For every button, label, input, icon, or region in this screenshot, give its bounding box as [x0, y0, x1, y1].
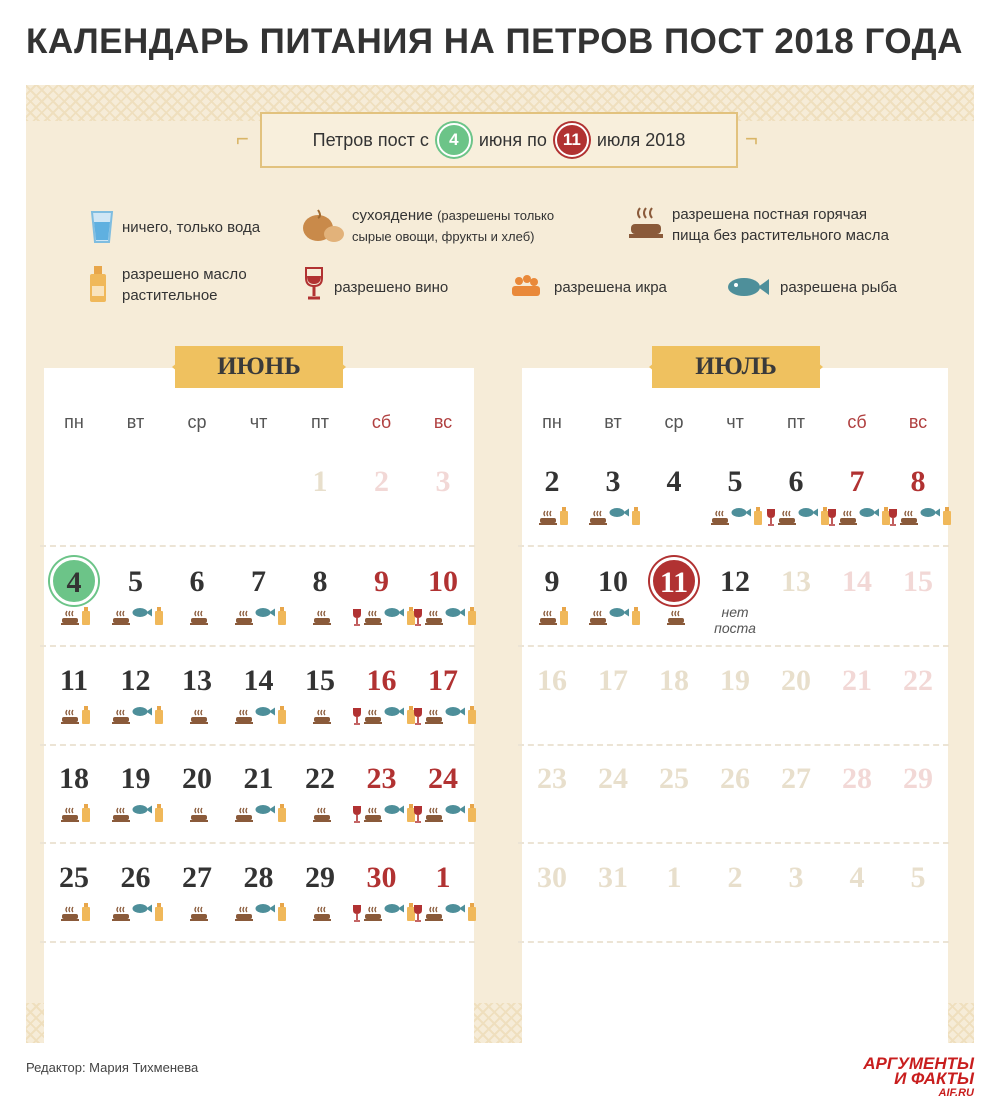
day-cell[interactable]: 11 [650, 557, 698, 605]
week-separator [40, 645, 475, 647]
day-cell[interactable]: 11 [59, 664, 89, 697]
hot-icon [313, 906, 331, 927]
fish-icon [609, 505, 629, 523]
aif-logo: АРГУМЕНТЫ И ФАКТЫ AIF.RU [863, 1054, 974, 1099]
day-cell[interactable]: 24 [598, 762, 628, 795]
day-food-icons [300, 905, 344, 927]
day-cell[interactable]: 16 [537, 664, 567, 697]
weekday-5: сб [371, 412, 392, 432]
fish-icon [255, 704, 275, 722]
hot-icon [61, 610, 79, 631]
fish-icon [384, 704, 404, 722]
day-food-icons [54, 609, 98, 631]
hot-icon [364, 807, 382, 828]
hot-icon [364, 610, 382, 631]
hot-icon [667, 610, 685, 631]
fish-icon [445, 901, 465, 919]
hot-icon [190, 807, 208, 828]
day-food-icons [239, 806, 283, 828]
caviar-icon [510, 274, 542, 300]
weekday-2: ср [187, 412, 207, 432]
hot-icon [61, 807, 79, 828]
day-cell[interactable]: 15 [305, 664, 335, 697]
hot-icon [589, 510, 607, 531]
weekday-0: пн [64, 412, 84, 432]
day-cell[interactable]: 30 [537, 861, 567, 894]
day-food-icons [177, 806, 221, 828]
hot-icon [235, 807, 253, 828]
oil-icon [154, 803, 164, 828]
oil-icon [154, 902, 164, 927]
weekday-6: вс [433, 412, 453, 432]
day-food-icons [116, 708, 160, 730]
day-cell[interactable]: 17 [598, 664, 628, 697]
fast-dates-banner [260, 112, 738, 168]
day-food-icons [898, 509, 942, 531]
hot-icon [190, 610, 208, 631]
day-cell[interactable]: 29 [903, 762, 933, 795]
oil-icon [277, 705, 287, 730]
hot-icon [313, 807, 331, 828]
fish-icon [255, 901, 275, 919]
fish-icon [798, 505, 818, 523]
fish-icon [255, 605, 275, 623]
weekday-4: пт [311, 412, 329, 432]
day-food-icons [54, 806, 98, 828]
hot-icon [61, 709, 79, 730]
hot-icon [112, 906, 130, 927]
wine-icon [413, 904, 423, 927]
day-cell[interactable]: 9 [544, 565, 560, 598]
day-cell[interactable]: 23 [537, 762, 567, 795]
day-food-icons [715, 509, 759, 531]
ornament-right-icon: ¬ [745, 126, 758, 151]
hot-icon [425, 610, 443, 631]
page-title: КАЛЕНДАРЬ ПИТАНИЯ НА ПЕТРОВ ПОСТ 2018 ГОДА [26, 22, 963, 61]
day-cell[interactable]: 6 [788, 465, 804, 498]
day-food-icons [362, 708, 406, 730]
fish-icon [132, 901, 152, 919]
editor-credit: Редактор: Мария Тихменева [26, 1060, 199, 1075]
oil-icon [467, 902, 477, 927]
weekday-5: сб [847, 412, 867, 432]
day-cell[interactable]: 10 [598, 565, 628, 598]
day-cell[interactable]: 4 [666, 465, 682, 498]
hot-icon [61, 906, 79, 927]
hot-icon [364, 709, 382, 730]
weekday-6: вс [908, 412, 928, 432]
day-cell[interactable]: 3 [435, 465, 451, 498]
fish-icon [445, 605, 465, 623]
day-food-icons [177, 905, 221, 927]
fish-icon [384, 605, 404, 623]
day-cell[interactable]: 12 [720, 565, 750, 598]
week-separator [40, 545, 475, 547]
day-cell[interactable]: 15 [903, 565, 933, 598]
hot-icon [190, 709, 208, 730]
day-food-icons [300, 708, 344, 730]
week-separator [518, 744, 949, 746]
hot-icon [190, 906, 208, 927]
day-cell[interactable]: 5 [910, 861, 926, 894]
day-cell[interactable]: 9 [374, 565, 389, 598]
day-cell[interactable]: 22 [903, 664, 933, 697]
weekday-1: вт [604, 412, 622, 432]
hot-icon [900, 510, 918, 531]
ornament-left-icon: ⌐ [236, 126, 249, 151]
wine-icon [766, 508, 776, 531]
wine-icon [413, 608, 423, 631]
day-cell[interactable]: 25 [59, 861, 89, 894]
day-food-icons [593, 509, 637, 531]
day-cell[interactable]: 1 [666, 861, 682, 894]
oil-icon [154, 705, 164, 730]
oil-icon [467, 803, 477, 828]
wine-icon [352, 904, 362, 927]
legend-fish: разрешена рыба [780, 279, 897, 296]
oil-icon [467, 606, 477, 631]
legend-caviar: разрешена икра [554, 279, 667, 296]
fish-icon [445, 704, 465, 722]
day-food-icons [532, 609, 576, 631]
day-cell[interactable]: 2 [544, 465, 560, 498]
day-food-icons [423, 708, 467, 730]
oil-bottle-icon [88, 264, 108, 304]
day-food-icons [362, 609, 406, 631]
day-food-icons [423, 905, 467, 927]
day-food-icons [239, 708, 283, 730]
fish-icon [859, 505, 879, 523]
hot-icon [112, 709, 130, 730]
day-cell[interactable]: 26 [120, 861, 151, 894]
end-day-badge: 11 [555, 123, 589, 157]
day-cell[interactable]: 14 [842, 565, 872, 598]
day-cell[interactable]: 5 [128, 565, 143, 598]
day-cell[interactable]: 4 [849, 861, 865, 894]
fish-icon [920, 505, 940, 523]
hot-icon [539, 610, 557, 631]
hot-icon [778, 510, 796, 531]
day-cell[interactable]: 29 [305, 861, 335, 894]
oil-icon [154, 606, 164, 631]
weekday-3: чт [249, 412, 268, 432]
start-day-badge: 4 [437, 123, 471, 157]
day-cell[interactable]: 19 [720, 664, 750, 697]
week-separator [518, 545, 949, 547]
day-cell[interactable]: 7 [251, 565, 266, 598]
day-cell[interactable]: 3 [788, 861, 804, 894]
day-food-icons [177, 609, 221, 631]
day-cell[interactable]: 2 [374, 465, 389, 498]
fish-icon [132, 704, 152, 722]
wine-icon [352, 707, 362, 730]
hot-icon [425, 807, 443, 828]
day-food-icons [116, 609, 160, 631]
day-cell[interactable]: 12 [120, 664, 151, 697]
legend-dry: сухоядение (разрешены только сырые овощи, фрукты и хлеб) [352, 207, 555, 244]
day-food-icons [362, 806, 406, 828]
weekday-4: пт [787, 412, 805, 432]
day-food-icons [300, 806, 344, 828]
day-cell[interactable]: 27 [781, 762, 811, 795]
oil-icon [277, 803, 287, 828]
week-separator [40, 744, 475, 746]
day-food-icons [593, 609, 637, 631]
day-cell[interactable]: 2 [727, 861, 743, 894]
june-title: ИЮНЬ [175, 346, 343, 388]
day-cell[interactable]: 23 [366, 762, 397, 795]
day-food-icons [532, 509, 576, 531]
hot-icon [364, 906, 382, 927]
day-cell[interactable]: 1 [435, 861, 451, 894]
wine-icon [352, 608, 362, 631]
oil-icon [81, 606, 91, 631]
hot-icon [235, 906, 253, 927]
hot-icon [425, 906, 443, 927]
hot-icon [235, 610, 253, 631]
day-food-icons [54, 708, 98, 730]
day-cell[interactable]: 7 [849, 465, 865, 498]
day-cell[interactable]: 14 [243, 664, 274, 697]
water-glass-icon [90, 210, 114, 244]
week-separator [40, 842, 475, 844]
day-cell[interactable]: 30 [366, 861, 397, 894]
day-cell[interactable]: 8 [910, 465, 926, 498]
day-food-icons [116, 806, 160, 828]
oil-icon [559, 606, 569, 631]
banner-suffix: июля 2018 [596, 129, 686, 150]
oil-icon [467, 705, 477, 730]
day-food-icons [423, 806, 467, 828]
hot-icon [313, 709, 331, 730]
day-cell[interactable]: 5 [727, 465, 743, 498]
fish-icon [132, 802, 152, 820]
no-fast-note: нет поста [714, 604, 756, 636]
week-separator [518, 645, 949, 647]
day-cell[interactable]: 19 [120, 762, 151, 795]
wine-icon [888, 508, 898, 531]
fish-icon [731, 505, 751, 523]
oil-icon [81, 803, 91, 828]
fish-icon [609, 605, 629, 623]
oil-icon [559, 506, 569, 531]
oil-icon [631, 606, 641, 631]
hot-icon [589, 610, 607, 631]
day-food-icons [654, 609, 698, 631]
oil-icon [277, 902, 287, 927]
week-separator [518, 941, 949, 943]
day-food-icons [54, 905, 98, 927]
weekday-0: пн [542, 412, 562, 432]
hot-dish-icon [628, 206, 664, 242]
day-cell[interactable]: 31 [598, 861, 628, 894]
hot-icon [235, 709, 253, 730]
fish-icon [726, 276, 770, 298]
day-cell[interactable]: 21 [243, 762, 274, 795]
day-cell[interactable]: 3 [605, 465, 621, 498]
day-cell[interactable]: 17 [428, 664, 458, 697]
weekday-2: ср [664, 412, 684, 432]
fish-icon [255, 802, 275, 820]
wine-icon [413, 805, 423, 828]
hot-icon [112, 610, 130, 631]
day-cell[interactable]: 4 [50, 557, 98, 605]
day-food-icons [776, 509, 820, 531]
banner-mid: июня по [478, 129, 547, 150]
day-cell[interactable]: 28 [243, 861, 274, 894]
week-separator [40, 941, 475, 943]
onion-bread-icon [300, 204, 346, 244]
oil-icon [81, 902, 91, 927]
weekday-3: чт [726, 412, 744, 432]
hot-icon [425, 709, 443, 730]
oil-icon [942, 506, 952, 531]
legend-wine: разрешено вино [334, 279, 449, 296]
hot-icon [313, 610, 331, 631]
day-food-icons [837, 509, 881, 531]
day-cell[interactable]: 28 [842, 762, 872, 795]
wine-icon [413, 707, 423, 730]
day-cell[interactable]: 21 [842, 664, 872, 697]
day-cell[interactable]: 27 [182, 861, 212, 894]
hot-icon [539, 510, 557, 531]
banner-prefix: Петров пост с [312, 129, 429, 150]
day-cell[interactable]: 24 [428, 762, 458, 795]
fish-icon [384, 802, 404, 820]
day-cell[interactable]: 13 [781, 565, 811, 598]
hot-icon [839, 510, 857, 531]
oil-icon [81, 705, 91, 730]
oil-icon [631, 506, 641, 531]
day-cell[interactable]: 10 [428, 565, 458, 598]
day-food-icons [362, 905, 406, 927]
day-food-icons [239, 905, 283, 927]
day-cell[interactable]: 20 [182, 762, 212, 795]
day-food-icons [300, 609, 344, 631]
day-cell[interactable]: 16 [366, 664, 397, 697]
week-separator [518, 842, 949, 844]
wine-glass-icon [303, 266, 325, 302]
fish-icon [132, 605, 152, 623]
fish-icon [445, 802, 465, 820]
legend-oil: разрешено масло растительное [122, 266, 247, 304]
oil-icon [753, 506, 763, 531]
day-cell[interactable]: 26 [720, 762, 750, 795]
hot-icon [711, 510, 729, 531]
day-cell[interactable]: 18 [659, 664, 689, 697]
day-food-icons [423, 609, 467, 631]
wine-icon [827, 508, 837, 531]
day-food-icons [239, 609, 283, 631]
day-cell[interactable]: 20 [781, 664, 811, 697]
july-title: ИЮЛЬ [652, 346, 820, 388]
legend-water: ничего, только вода [122, 219, 261, 236]
day-cell[interactable]: 18 [59, 762, 89, 795]
day-cell[interactable]: 22 [305, 762, 335, 795]
day-cell[interactable]: 8 [312, 565, 328, 598]
weekday-1: вт [126, 412, 145, 432]
oil-icon [277, 606, 287, 631]
hot-icon [112, 807, 130, 828]
day-cell[interactable]: 25 [659, 762, 689, 795]
day-cell[interactable]: 1 [312, 465, 328, 498]
wine-icon [352, 805, 362, 828]
day-cell[interactable]: 13 [182, 664, 212, 697]
fish-icon [384, 901, 404, 919]
day-cell[interactable]: 6 [189, 565, 205, 598]
legend-hot: разрешена постная горячая пища без растительного масла [672, 206, 889, 244]
day-food-icons [116, 905, 160, 927]
day-food-icons [177, 708, 221, 730]
